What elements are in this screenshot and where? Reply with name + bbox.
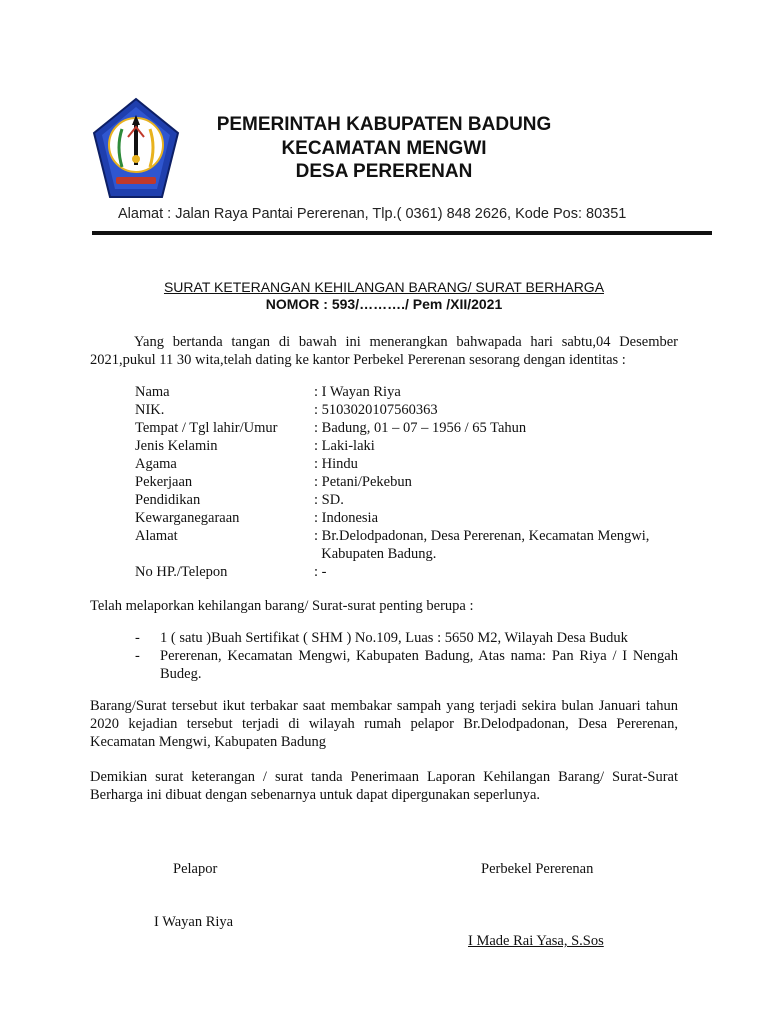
reporter-name: I Wayan Riya (154, 914, 234, 930)
field-value: : Hindu (314, 456, 358, 472)
incident-paragraph: Barang/Surat tersebut ikut terbakar saat membakar sampah yang terjadi sekira bulan Januari tahun 2020 kejadian tersebut terjadi di wilayah rumah pelapor Br.Delodpadonan, Desa Pererenan, Kecamatan Mengwi, Kabupaten Badung (90, 698, 678, 750)
field-value: : Petani/Pekebun (314, 474, 412, 490)
official-title: Perbekel Pererenan (481, 861, 594, 877)
field-label: Jenis Kelamin (135, 438, 218, 454)
field-label: Pendidikan (135, 492, 201, 508)
field-label: Alamat (135, 528, 178, 544)
header-divider (92, 231, 712, 235)
field-label: No HP./Telepon (135, 564, 228, 580)
field-label: Tempat / Tgl lahir/Umur (135, 420, 278, 436)
address-line: Alamat : Jalan Raya Pantai Pererenan, Tlp.( 0361) 848 2626, Kode Pos: 80351 (118, 206, 627, 222)
field-value: : SD. (314, 492, 344, 508)
field-value: : Badung, 01 – 07 – 1956 / 65 Tahun (314, 420, 527, 436)
list-item: 1 ( satu )Buah Sertifikat ( SHM ) No.109, Luas : 5650 M2, Wilayah Desa Buduk (160, 630, 628, 646)
list-item-dash: - (135, 648, 140, 664)
field-value: : I Wayan Riya (314, 384, 401, 400)
field-label: Agama (135, 456, 177, 472)
field-label: Nama (135, 384, 170, 400)
reporter-title: Pelapor (173, 861, 218, 877)
field-value: Kabupaten Badung. (314, 546, 437, 562)
field-value: : Indonesia (314, 510, 379, 526)
list-item: Pererenan, Kecamatan Mengwi, Kabupaten Badung, Atas nama: Pan Riya / I Nengah Budeg. (160, 648, 678, 682)
field-label: Pekerjaan (135, 474, 193, 490)
header-line-1: PEMERINTAH KABUPATEN BADUNG (216, 114, 552, 135)
field-value: : - (314, 564, 327, 580)
list-item-dash: - (135, 630, 140, 646)
document-title: SURAT KETERANGAN KEHILANGAN BARANG/ SURAT BERHARGA (163, 279, 605, 295)
closing-paragraph: Demikian surat keterangan / surat tanda Penerimaan Laporan Kehilangan Barang/ Surat-Surat Berharga ini dibuat dengan sebenarnya untuk dapat dipergunakan seperlunya. (90, 769, 678, 803)
official-name: I Made Rai Yasa, S.Sos (468, 933, 604, 949)
field-value: : Br.Delodpadonan, Desa Pererenan, Kecamatan Mengwi, (314, 528, 650, 544)
field-value: : Laki-laki (314, 438, 375, 454)
report-intro: Telah melaporkan kehilangan barang/ Surat-surat penting berupa : (90, 598, 474, 614)
field-label: NIK. (135, 402, 165, 418)
intro-paragraph: Yang bertanda tangan di bawah ini menerangkan bahwapada hari sabtu,04 Desember 2021,pukul 11 30 wita,telah dating ke kantor Perbekel Pererenan sesorang dengan identitas : (90, 334, 678, 368)
document-number: NOMOR : 593/………./ Pem /XII/2021 (265, 296, 503, 312)
header-line-3: DESA PERERENAN (295, 161, 473, 182)
field-value: : 5103020107560363 (314, 402, 438, 418)
field-label: Kewarganegaraan (135, 510, 240, 526)
header-line-2: KECAMATAN MENGWI (281, 138, 487, 159)
